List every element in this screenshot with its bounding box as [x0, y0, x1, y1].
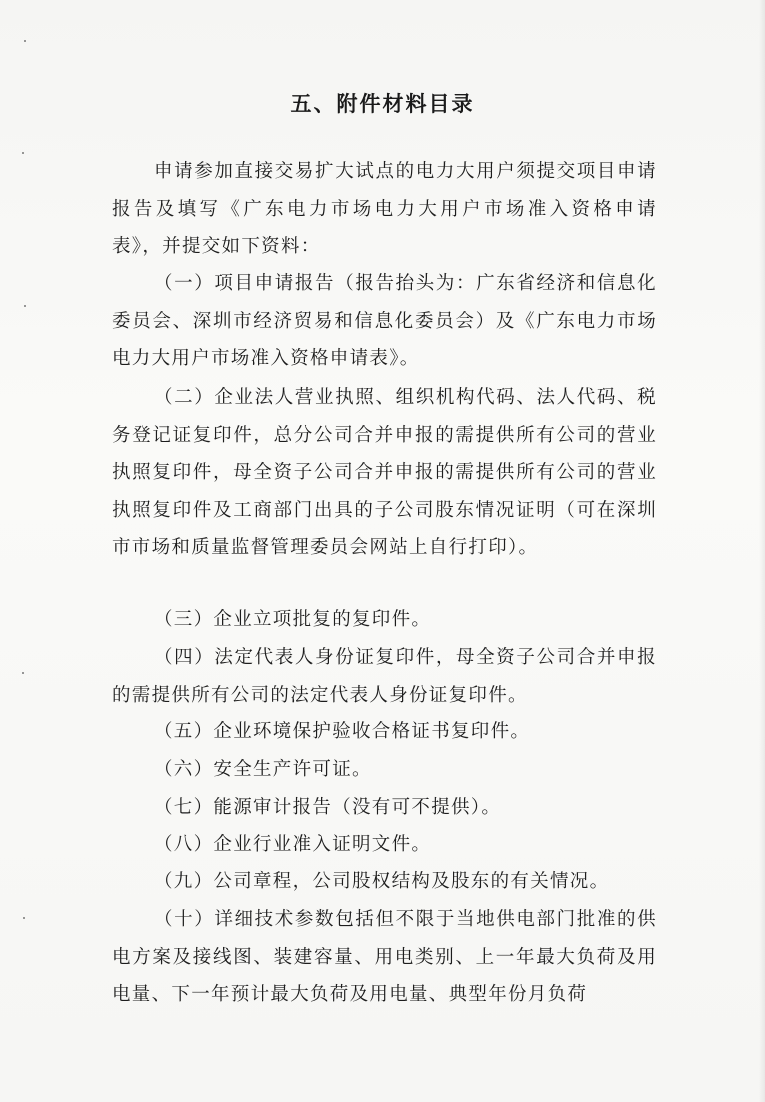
scan-speck: [22, 672, 24, 674]
item-10-paragraph: （十）详细技术参数包括但不限于当地供电部门批准的供电方案及接线图、装建容量、用电类别、上一年最大负荷及用电量、下一年预计最大负荷及用电量、典型年份月负荷: [112, 909, 657, 1005]
item-4-paragraph: （四）法定代表人身份证复印件，母全资子公司合并申报的需提供所有公司的法定代表人身份证复印件。: [112, 647, 657, 706]
item-6-paragraph: （六）安全生产许可证。: [154, 759, 372, 780]
document-title: 五、附件材料目录: [290, 92, 475, 116]
scan-speck: [24, 40, 26, 42]
item-1-paragraph: （一）项目申请报告（报告抬头为：广东省经济和信息化委员会、深圳市经济贸易和信息化委员会）及《广东电力市场电力大用户市场准入资格申请表》。: [112, 273, 657, 369]
item-5-paragraph: （五）企业环境保护验收合格证书复印件。: [154, 721, 531, 742]
item-7-paragraph: （七）能源审计报告（没有可不提供）。: [154, 797, 502, 818]
scan-speck: [22, 152, 24, 154]
scan-speck: [24, 305, 26, 307]
scan-speck: [23, 917, 25, 919]
item-9-paragraph: （九）公司章程，公司股权结构及股东的有关情况。: [154, 871, 610, 892]
item-8-paragraph: （八）企业行业准入证明文件。: [154, 834, 432, 855]
item-2-paragraph: （二）企业法人营业执照、组织机构代码、法人代码、税务登记证复印件，总分公司合并申报的需提供所有公司的营业执照复印件，母全资子公司合并申报的需提供所有公司的营业执照复印件及工商部门出具的子公司股东情况证明（可在深圳市市场和质量监督管理委员会网站上自行打印）。: [112, 387, 657, 558]
scan-edge-shadow: [759, 0, 765, 1102]
intro-paragraph: 申请参加直接交易扩大试点的电力大用户须提交项目申请报告及填写《广东电力市场电力大用户市场准入资格申请表》，并提交如下资料：: [112, 161, 657, 257]
item-3-paragraph: （三）企业立项批复的复印件。: [154, 609, 432, 630]
